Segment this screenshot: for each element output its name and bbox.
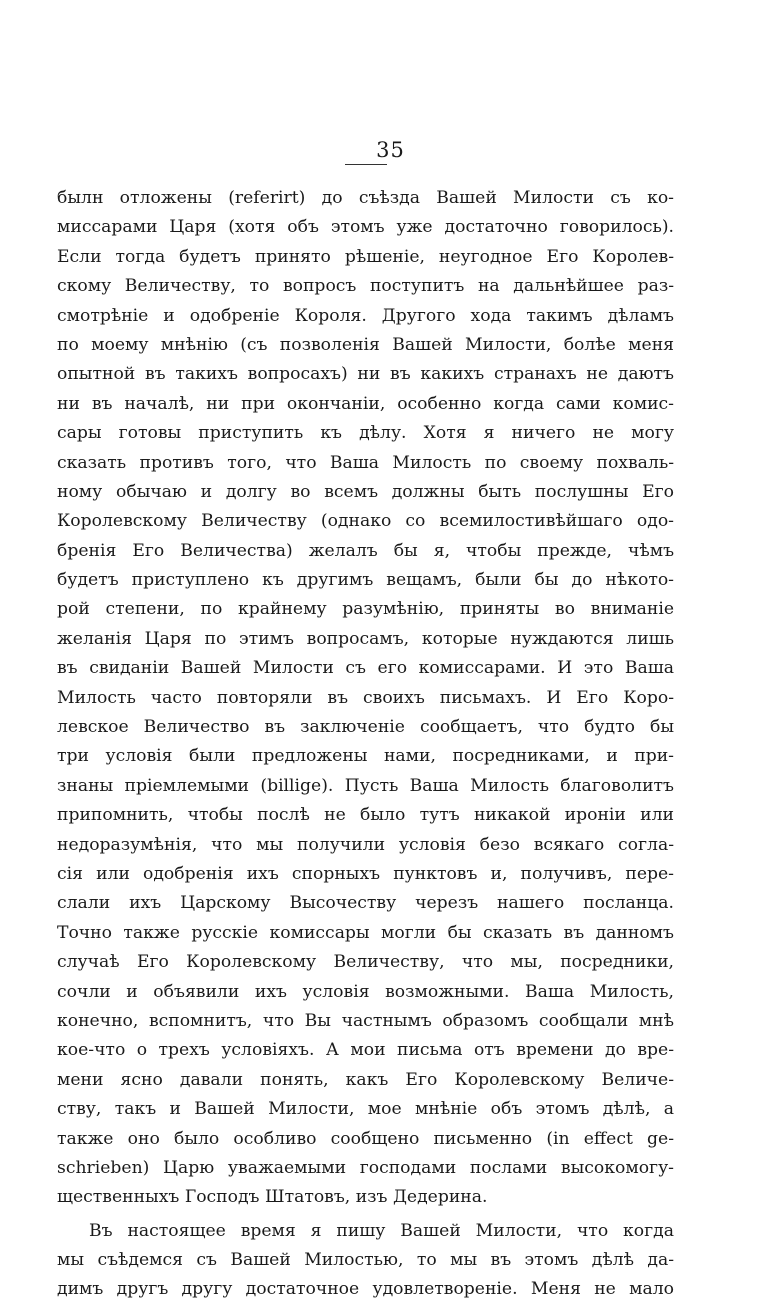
text-line: димъ другъ другу достаточное удовлетвореніе. Меня не мало xyxy=(57,1279,674,1300)
text-line: ству, такъ и Вашей Милости, мое мнѣніе объ этомъ дѣлѣ, а xyxy=(57,1099,674,1120)
paragraph xyxy=(57,1217,674,1305)
text-line: сказать противъ того, что Ваша Милость по своему похваль- xyxy=(57,452,674,473)
text-line: сочли и объявили ихъ условія возможными. Ваша Милость, xyxy=(57,981,674,1002)
text-line: три условія были предложены нами, посредниками, и при- xyxy=(57,746,674,767)
text-line: Если тогда будетъ принято рѣшеніе, неугодное Его Королев- xyxy=(57,246,674,267)
body-text xyxy=(57,184,674,1305)
text-line: сары готовы приступить къ дѣлу. Хотя я ничего не могу xyxy=(57,423,674,444)
text-line: конечно, вспомнитъ, что Вы частнымъ образомъ сообщали мнѣ xyxy=(57,1010,674,1031)
text-line: миссарами Царя (хотя объ этомъ уже достаточно говорилось). xyxy=(57,217,674,238)
text-line: рой степени, по крайнему разумѣнію, приняты во вниманіе xyxy=(57,599,674,620)
text-line: левское Величество въ заключеніе сообщаетъ, что будто бы xyxy=(57,717,674,738)
text-line: schrieben) Царю уважаемыми господами послами высокомогу- xyxy=(57,1157,674,1178)
text-line: въ свиданіи Вашей Милости съ его комиссарами. И это Ваша xyxy=(57,658,674,679)
text-line: также оно было особливо сообщено письменно (in effect ge- xyxy=(57,1128,674,1149)
text-line: недоразумѣнія, что мы получили условія безо всякаго согла- xyxy=(57,834,674,855)
text-line: ни въ началѣ, ни при окончаніи, особенно когда сами комис- xyxy=(57,393,674,414)
text-line: Милость часто повторяли въ своихъ письмахъ. И Его Коро- xyxy=(57,687,674,708)
text-line: мы съѣдемся съ Вашей Милостью, то мы въ этомъ дѣлѣ да- xyxy=(57,1250,674,1271)
text-line: будетъ приступлено къ другимъ вещамъ, были бы до нѣкото- xyxy=(57,570,674,591)
text-line: знаны пріемлемыми (billige). Пусть Ваша Милость благоволитъ xyxy=(57,775,674,796)
text-line: по моему мнѣнію (съ позволенія Вашей Милости, болѣе меня xyxy=(57,334,674,355)
text-line: случаѣ Его Королевскому Величеству, что мы, посредники, xyxy=(57,952,674,973)
text-line: ному обычаю и долгу во всемъ должны быть послушны Его xyxy=(57,481,674,502)
text-line: сія или одобренія ихъ спорныхъ пунктовъ и, получивъ, пере- xyxy=(57,863,674,884)
text-line: бренія Его Величества) желалъ бы я, чтобы прежде, чѣмъ xyxy=(57,540,674,561)
text-line: припомнить, чтобы послѣ не было тутъ никакой ироніи или xyxy=(57,805,674,826)
text-line: Королевскому Величеству (однако со всемилостивѣйшаго одо- xyxy=(57,511,674,532)
text-line: былн отложены (referirt) до съѣзда Вашей Милости съ ко- xyxy=(57,188,674,208)
paragraph xyxy=(57,184,674,1213)
page-number-rule xyxy=(345,164,387,165)
page-number: 35 xyxy=(376,138,405,162)
text-line: смотрѣніе и одобреніе Короля. Другого хода такимъ дѣламъ xyxy=(57,305,674,326)
text-line: желанія Царя по этимъ вопросамъ, которые нуждаются лишь xyxy=(57,628,674,649)
text-line: слали ихъ Царскому Высочеству черезъ нашего посланца. xyxy=(57,893,674,914)
text-line: Въ настоящее время я пишу Вашей Милости, что когда xyxy=(89,1220,674,1241)
text-line: опытной въ такихъ вопросахъ) ни въ какихъ странахъ не даютъ xyxy=(57,364,674,385)
text-line: скому Величеству, то вопросъ поступитъ на дальнѣйшее раз- xyxy=(57,276,674,297)
text-line: мени ясно давали понять, какъ Его Королевскому Величе- xyxy=(57,1069,674,1090)
text-line: Точно также русскіе комиссары могли бы сказать въ данномъ xyxy=(57,922,674,943)
text-line: щественныхъ Господъ Штатовъ, изъ Дедерина. xyxy=(57,1187,488,1208)
text-line: кое-что о трехъ условіяхъ. А мои письма отъ времени до вре- xyxy=(57,1040,674,1061)
